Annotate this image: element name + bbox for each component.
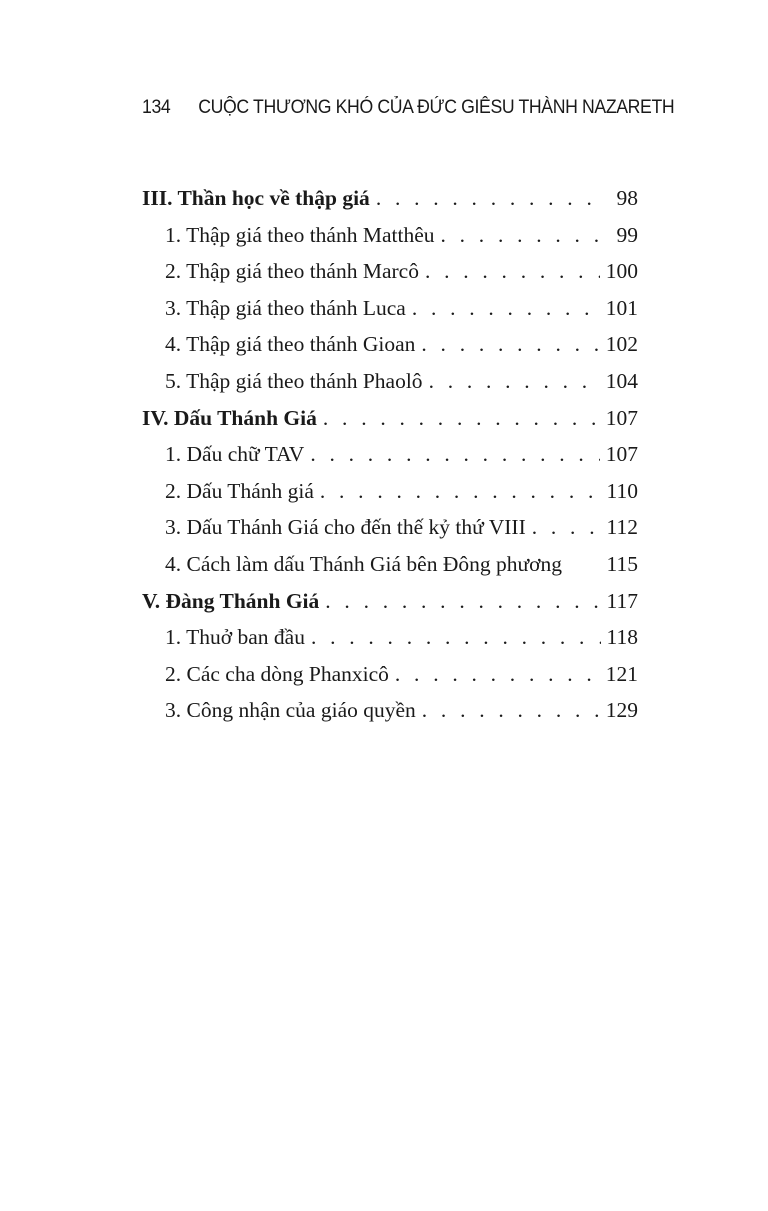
toc-entry-title: 4. Thập giá theo thánh Gioan — [165, 332, 416, 357]
toc-dot-leader — [441, 217, 603, 254]
toc-dot-leader — [429, 363, 600, 400]
toc-entry-page: 110 — [606, 478, 638, 503]
toc-dot-leader — [421, 326, 599, 363]
toc-section-row — [142, 400, 638, 437]
toc-entry-title: 1. Dấu chữ TAV — [165, 442, 305, 467]
toc-subsection-row — [142, 473, 638, 510]
toc-dot-leader — [310, 436, 599, 473]
toc-dot-leader — [425, 253, 600, 290]
toc-subsection-row — [142, 217, 638, 254]
toc-entry-page: 117 — [606, 588, 638, 613]
toc-entry-page: 102 — [605, 332, 638, 357]
toc-entry-title: 2. Thập giá theo thánh Marcô — [165, 259, 419, 284]
toc-section-row — [142, 583, 638, 620]
toc-entry-title: 3. Công nhận của giáo quyền — [165, 698, 416, 723]
toc-dot-leader — [412, 290, 600, 327]
toc-subsection-row — [142, 363, 638, 400]
toc-entry-page: 107 — [605, 405, 638, 430]
toc-dot-leader — [320, 473, 601, 510]
toc-entry-page: 115 — [606, 551, 638, 576]
toc-subsection-row — [142, 656, 638, 693]
toc-entry-title: 4. Cách làm dấu Thánh Giá bên Đông phương — [165, 551, 563, 576]
toc-dot-leader — [311, 619, 601, 656]
toc-entry-title: 5. Thập giá theo thánh Phaolô — [165, 368, 423, 393]
toc-entry-page: 104 — [605, 368, 638, 393]
toc-entry-title: 2. Dấu Thánh giá — [165, 478, 314, 503]
toc-entry-title: 1. Thuở ban đầu — [165, 625, 305, 650]
book-title: CUỘC THƯƠNG KHÓ CỦA ĐỨC GIÊSU THÀNH NAZARETH — [198, 97, 675, 118]
toc-dot-leader — [532, 509, 601, 546]
toc-dot-leader — [376, 180, 602, 217]
toc-entry-page: 112 — [606, 515, 638, 540]
table-of-contents — [142, 180, 638, 729]
toc-entry-title: 1. Thập giá theo thánh Matthêu — [165, 222, 435, 247]
toc-entry-title: IV. Dấu Thánh Giá — [142, 405, 317, 430]
toc-subsection-row — [142, 509, 638, 546]
toc-entry-page: 99 — [616, 222, 638, 247]
toc-entry-title: V. Đàng Thánh Giá — [142, 588, 320, 613]
toc-entry-page: 98 — [616, 186, 638, 210]
toc-subsection-row — [142, 436, 638, 473]
toc-entry-page: 107 — [605, 442, 638, 467]
toc-entry-title: III. Thần học về thập giá — [142, 186, 370, 210]
toc-dot-leader — [422, 692, 600, 729]
toc-subsection-row — [142, 290, 638, 327]
toc-entry-title: 2. Các cha dòng Phanxicô — [165, 661, 389, 686]
toc-subsection-row — [142, 253, 638, 290]
toc-subsection-row — [142, 619, 638, 656]
toc-subsection-row — [142, 326, 638, 363]
toc-section-row — [142, 180, 638, 217]
running-head — [142, 97, 674, 119]
toc-entry-page: 101 — [605, 295, 638, 320]
toc-entry-page: 121 — [605, 661, 638, 686]
toc-dot-leader — [325, 583, 600, 620]
toc-entry-page: 100 — [605, 259, 638, 284]
toc-entry-page: 129 — [605, 698, 638, 723]
toc-entry-title: 3. Dấu Thánh Giá cho đến thế kỷ thứ VIII — [165, 515, 526, 540]
toc-entry-title: 3. Thập giá theo thánh Luca — [165, 295, 406, 320]
toc-subsection-row — [142, 546, 638, 583]
toc-entry-page: 118 — [606, 625, 638, 650]
page-number: 134 — [142, 97, 171, 118]
toc-subsection-row — [142, 692, 638, 729]
toc-dot-leader — [395, 656, 600, 693]
toc-dot-leader — [323, 400, 600, 437]
